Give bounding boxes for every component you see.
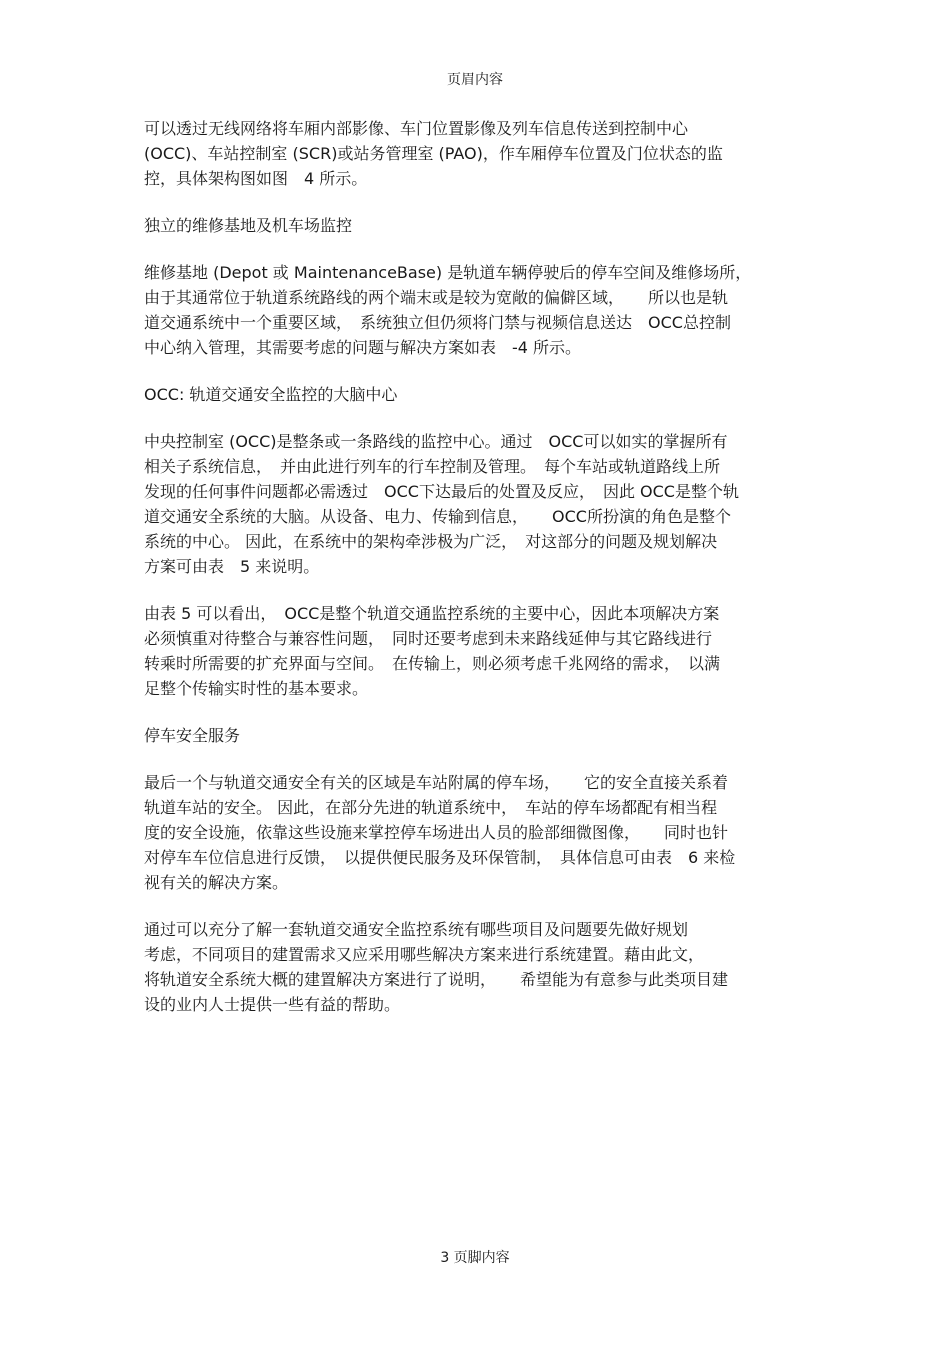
text-line: 视有关的解决方案。 [144,873,289,892]
text-line: 轨道车站的安全。 因此，在部分先进的轨道系统中， 车站的停车场都配有相当程 [144,798,718,817]
heading-text: OCC: 轨道交通安全监控的大脑中心 [144,385,398,404]
text-line: 设的业内人士提供一些有益的帮助。 [144,995,401,1014]
document-body [144,116,808,1039]
text-line: 对停车车位信息进行反馈， 以提供便民服务及环保管制， 具体信息可由表 6 来检 [144,848,736,867]
heading-text: 停车安全服务 [144,726,241,745]
text-line: 发现的任何事件问题都必需透过 OCC下达最后的处置及反应， 因此 OCC是整个轨 [144,482,739,501]
text-line: 通过可以充分了解一套轨道交通安全监控系统有哪些项目及问题要先做好规划 [144,920,689,939]
text-line: 转乘时所需要的扩充界面与空间。 在传输上，则必须考虑千兆网络的需求， 以满 [144,654,721,673]
text-line: 相关子系统信息， 并由此进行列车的行车控制及管理。 每个车站或轨道路线上所 [144,457,721,476]
text-line: 方案可由表 5 来说明。 [144,557,320,576]
paragraph-parking [144,770,808,895]
heading-text: 独立的维修基地及机车场监控 [144,216,353,235]
text-line: 中央控制室 (OCC)是整条或一条路线的监控中心。通过 OCC可以如实的掌握所有 [144,432,728,451]
page-footer: 3 页脚内容 [440,1250,510,1266]
text-line: 控，具体架构图如图 4 所示。 [144,169,368,188]
section-heading-depot [144,213,808,238]
text-line: 度的安全设施，依靠这些设施来掌控停车场进出人员的脸部细微图像， 同时也针 [144,823,729,842]
text-line: 道交通系统中一个重要区域， 系统独立但仍须将门禁与视频信息送达 OCC总控制 [144,313,731,332]
paragraph-depot [144,260,808,360]
section-heading-occ [144,382,808,407]
paragraph-occ [144,429,808,579]
page-header: 页眉内容 [447,72,503,88]
text-line: 足整个传输实时性的基本要求。 [144,679,369,698]
text-line: (OCC)、车站控制室 (SCR)或站务管理室 (PAO)，作车厢停车位置及门位状态的监 [144,144,723,163]
text-line: 考虑，不同项目的建置需求又应采用哪些解决方案来进行系统建置。藉由此文， [144,945,705,964]
paragraph-conclusion [144,917,808,1017]
text-line: 必须慎重对待整合与兼容性问题， 同时还要考虑到未来路线延伸与其它路线进行 [144,629,713,648]
text-line: 道交通安全系统的大脑。从设备、电力、传输到信息， OCC所扮演的角色是整个 [144,507,731,526]
text-line: 系统的中心。 因此，在系统中的架构牵涉极为广泛， 对这部分的问题及规划解决 [144,532,718,551]
text-line: 由表 5 可以看出， OCC是整个轨道交通监控系统的主要中心，因此本项解决方案 [144,604,720,623]
paragraph-table5-summary [144,601,808,701]
text-line: 可以透过无线网络将车厢内部影像、车门位置影像及列车信息传送到控制中心 [144,119,689,138]
text-line: 将轨道安全系统大概的建置解决方案进行了说明， 希望能为有意参与此类项目建 [144,970,729,989]
text-line: 维修基地 (Depot 或 MaintenanceBase) 是轨道车辆停驶后的停车空间及维修场所， [144,263,752,282]
text-line: 由于其通常位于轨道系统路线的两个端末或是较为宽敞的偏僻区域， 所以也是轨 [144,288,729,307]
paragraph-cctv-transmission [144,116,808,191]
text-line: 最后一个与轨道交通安全有关的区域是车站附属的停车场， 它的安全直接关系着 [144,773,729,792]
section-heading-parking [144,723,808,748]
text-line: 中心纳入管理，其需要考虑的问题与解决方案如表 -4 所示。 [144,338,582,357]
